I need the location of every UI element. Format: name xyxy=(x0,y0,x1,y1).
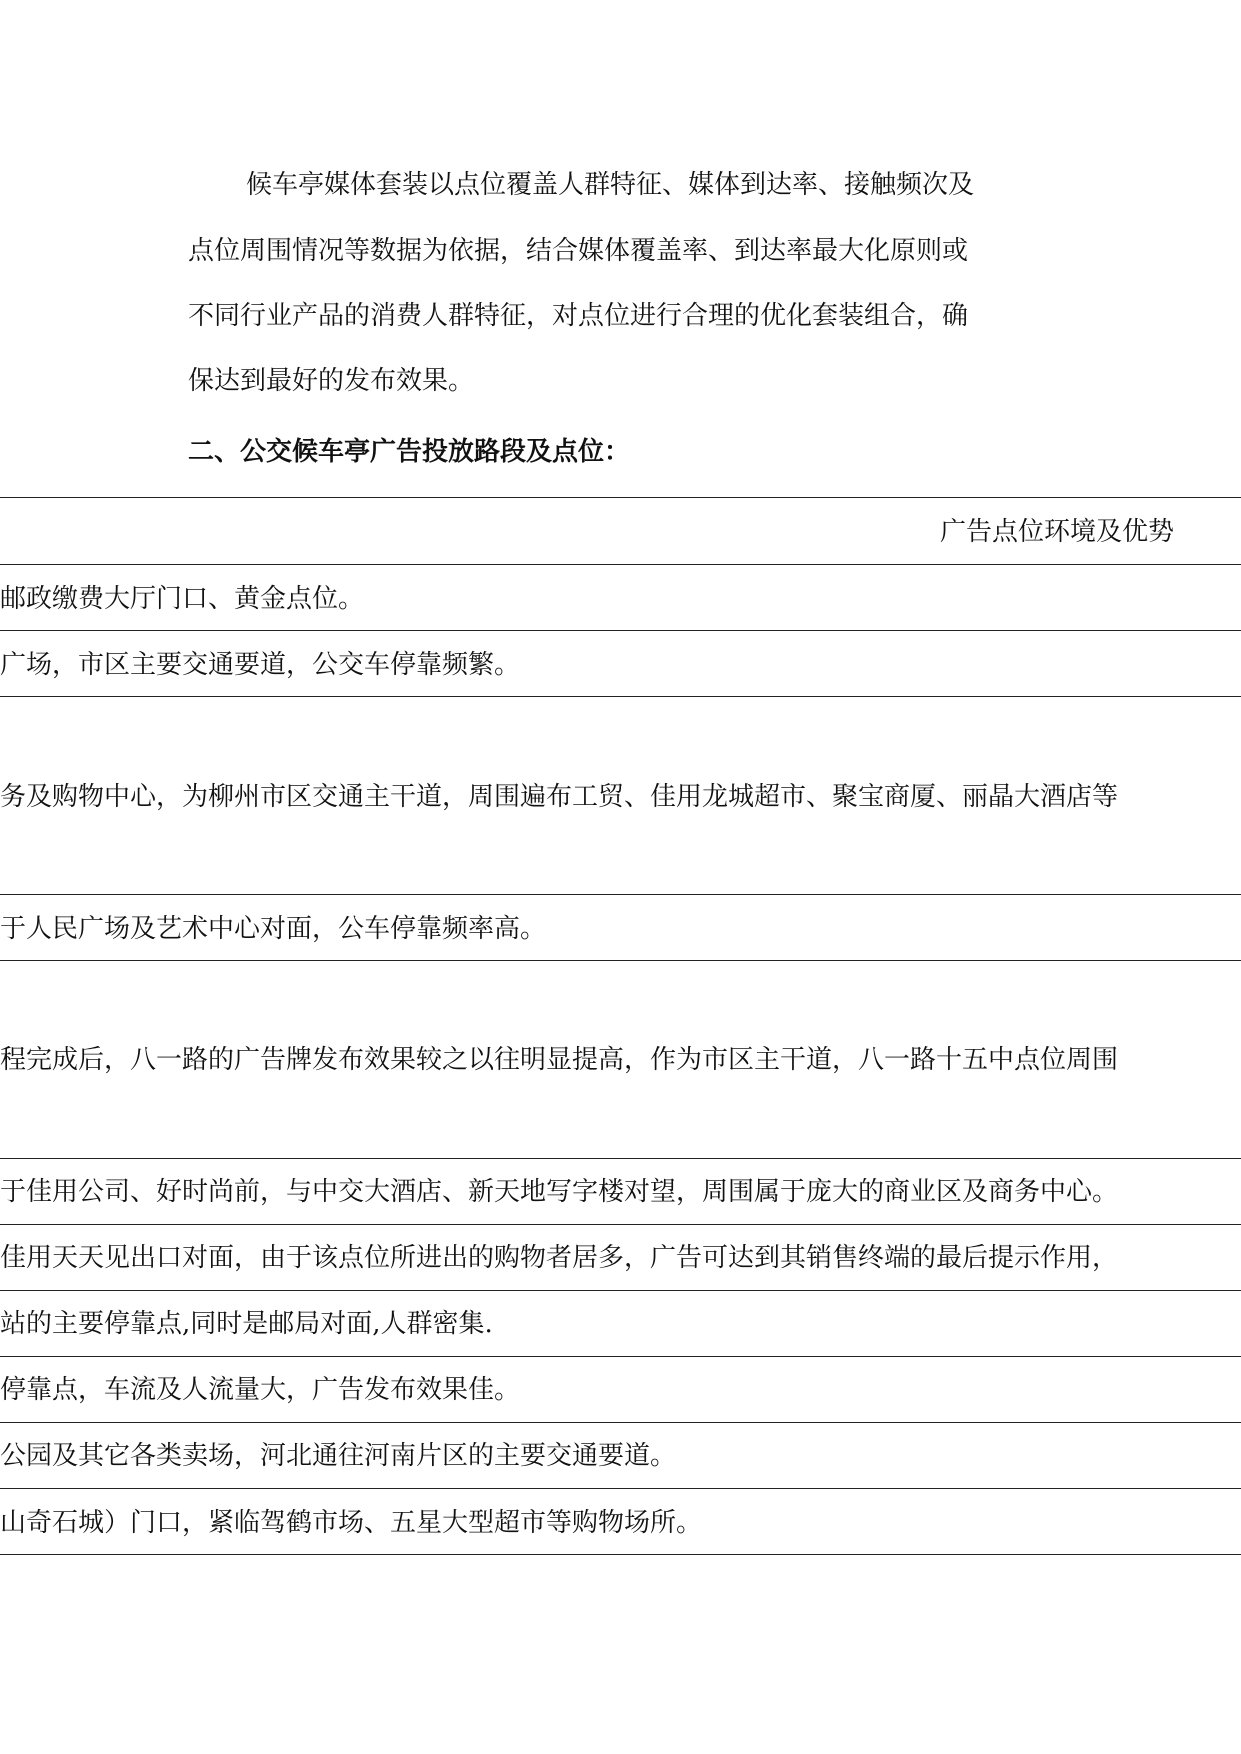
section-heading: 二、公交候车亭广告投放路段及点位： xyxy=(188,437,631,467)
intro-line-1: 候车亭媒体套装以点位覆盖人群特征、媒体到达率、接触频次及 xyxy=(246,170,975,200)
table-rule xyxy=(0,696,1241,697)
table-row: 佳用天天见出口对面，由于该点位所进出的购物者居多，广告可达到其销售终端的最后提示作用， xyxy=(0,1243,1119,1273)
table-rule xyxy=(0,497,1241,498)
table-row: 于人民广场及艺术中心对面，公车停靠频率高。 xyxy=(0,914,547,944)
table-rule xyxy=(0,894,1241,895)
table-row: 站的主要停靠点,同时是邮局对面,人群密集. xyxy=(0,1309,493,1339)
table-row: 广场，市区主要交通要道，公交车停靠频繁。 xyxy=(0,650,521,680)
table-rule xyxy=(0,564,1241,565)
table-row: 务及购物中心，为柳州市区交通主干道，周围遍布工贸、佳用龙城超市、聚宝商厦、丽晶大酒店等 xyxy=(0,782,1119,812)
table-row: 公园及其它各类卖场，河北通往河南片区的主要交通要道。 xyxy=(0,1441,677,1471)
table-rule xyxy=(0,1488,1241,1489)
table-rule xyxy=(0,1290,1241,1291)
table-rule xyxy=(0,1356,1241,1357)
table-header-cell: 广告点位环境及优势 xyxy=(940,517,1175,547)
intro-line-2: 点位周围情况等数据为依据，结合媒体覆盖率、到达率最大化原则或 xyxy=(188,236,969,266)
table-rule xyxy=(0,960,1241,961)
table-rule xyxy=(0,1158,1241,1159)
intro-line-4: 保达到最好的发布效果。 xyxy=(188,366,475,396)
table-row: 于佳用公司、好时尚前，与中交大酒店、新天地写字楼对望，周围属于庞大的商业区及商务中心。 xyxy=(0,1177,1119,1207)
table-rule xyxy=(0,1422,1241,1423)
table-rule xyxy=(0,630,1241,631)
table-row: 邮政缴费大厅门口、黄金点位。 xyxy=(0,584,365,614)
table-rule xyxy=(0,1554,1241,1555)
table-row: 程完成后，八一路的广告牌发布效果较之以往明显提高，作为市区主干道，八一路十五中点位周围 xyxy=(0,1045,1119,1075)
table-rule xyxy=(0,1224,1241,1225)
table-row: 停靠点，车流及人流量大，广告发布效果佳。 xyxy=(0,1375,521,1405)
intro-line-3: 不同行业产品的消费人群特征，对点位进行合理的优化套装组合，确 xyxy=(188,301,969,331)
table-row: 山奇石城）门口，紧临驾鹤市场、五星大型超市等购物场所。 xyxy=(0,1508,703,1538)
